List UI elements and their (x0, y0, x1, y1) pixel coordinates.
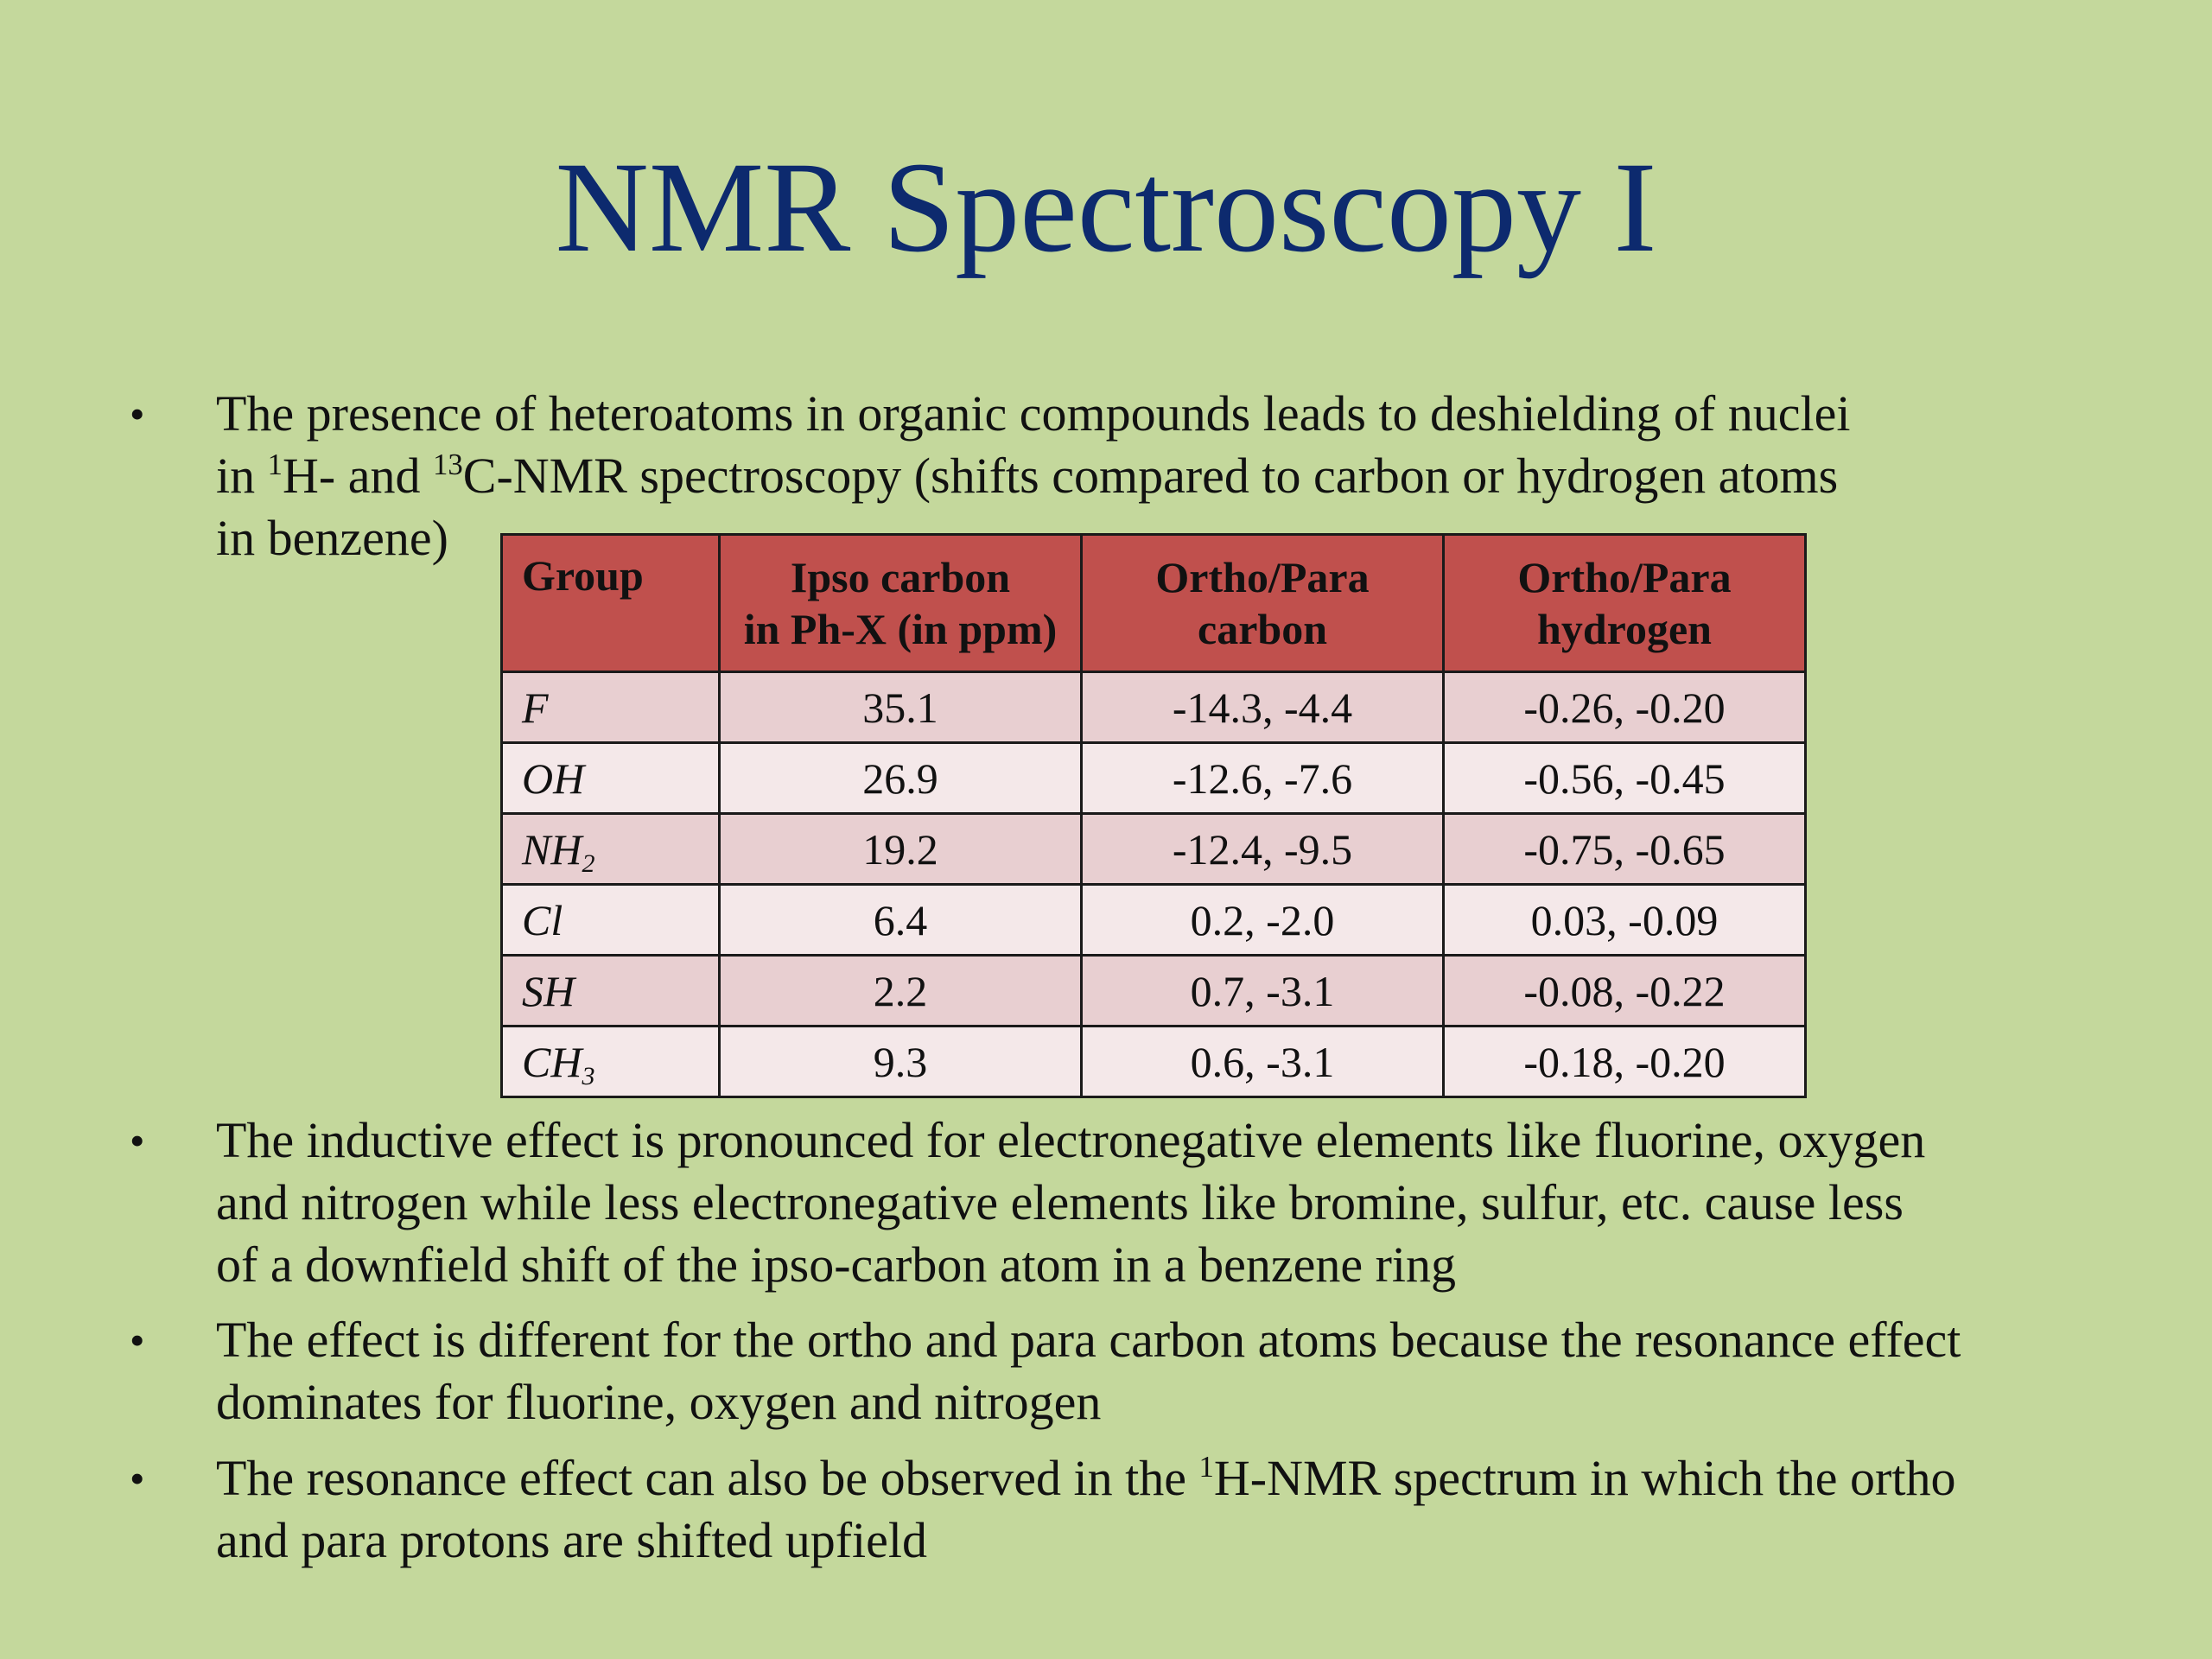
text-segment: C-NMR spectroscopy (shifts compared to carbon or hydrogen atoms (462, 448, 1839, 504)
cell-group (502, 1027, 720, 1097)
bullet-3-line-1: The effect is different for the ortho and para carbon atoms because the resonance effect (216, 1312, 1961, 1368)
cell-op-hydrogen: -0.08, -0.22 (1444, 956, 1806, 1027)
cell-group (502, 743, 720, 814)
text-segment: H-NMR spectrum in which the ortho (1213, 1450, 1956, 1506)
header-line: hydrogen (1537, 605, 1712, 653)
cell-ipso: 9.3 (720, 1027, 1082, 1097)
table-row (502, 956, 1806, 1027)
group-subscript: 3 (582, 1061, 595, 1090)
header-group: Group (502, 535, 720, 672)
cell-group (502, 885, 720, 956)
cell-op-carbon: -12.6, -7.6 (1082, 743, 1444, 814)
table-row (502, 1027, 1806, 1097)
table-row (502, 743, 1806, 814)
nmr-shift-table (500, 533, 1807, 1098)
cell-ipso: 19.2 (720, 814, 1082, 885)
cell-op-carbon: 0.6, -3.1 (1082, 1027, 1444, 1097)
header-line: Ipso carbon (790, 553, 1011, 601)
group-symbol: F (522, 683, 549, 732)
bullet-2-text (216, 1109, 2117, 1296)
bullet-2-line-3: of a downfield shift of the ipso-carbon atom in a benzene ring (216, 1236, 1457, 1293)
group-symbol: Cl (522, 895, 563, 944)
cell-op-carbon: 0.2, -2.0 (1082, 885, 1444, 956)
cell-ipso: 2.2 (720, 956, 1082, 1027)
cell-group (502, 814, 720, 885)
table-row (502, 885, 1806, 956)
bullet-2-line-1: The inductive effect is pronounced for electronegative elements like fluorine, oxygen (216, 1112, 1926, 1168)
header-ortho-para-hydrogen (1444, 535, 1806, 672)
bullet-3-text (216, 1309, 2117, 1433)
header-line: in Ph-X (in ppm) (743, 605, 1058, 653)
group-symbol: NH (522, 824, 582, 874)
bullet-4-line-1 (216, 1447, 2117, 1510)
header-ipso-carbon (720, 535, 1082, 672)
bullet-1-line-3: in benzene) (216, 510, 448, 566)
cell-op-hydrogen: 0.03, -0.09 (1444, 885, 1806, 956)
bullet-4-line-2: and para protons are shifted upfield (216, 1512, 927, 1568)
bullet-dot: • (130, 1116, 145, 1165)
cell-op-hydrogen: -0.75, -0.65 (1444, 814, 1806, 885)
bullet-2-line-2: and nitrogen while less electronegative elements like bromine, sulfur, etc. cause less (216, 1174, 1904, 1230)
bullet-dot: • (130, 390, 145, 438)
cell-op-carbon: -14.3, -4.4 (1082, 672, 1444, 743)
cell-op-carbon: 0.7, -3.1 (1082, 956, 1444, 1027)
text-segment: in (216, 448, 268, 504)
cell-op-hydrogen: -0.56, -0.45 (1444, 743, 1806, 814)
table-header-row (502, 535, 1806, 672)
group-symbol: CH (522, 1037, 582, 1086)
bullet-1-line-1: The presence of heteroatoms in organic compounds leads to deshielding of nuclei (216, 385, 1851, 442)
bullet-dot: • (130, 1454, 145, 1503)
cell-group (502, 956, 720, 1027)
cell-op-hydrogen: -0.26, -0.20 (1444, 672, 1806, 743)
cell-group (502, 672, 720, 743)
group-symbol: SH (522, 966, 575, 1015)
header-line: Ortho/Para (1517, 553, 1732, 601)
slide-title: NMR Spectroscopy I (555, 136, 1657, 279)
header-line: carbon (1198, 605, 1327, 653)
bullet-dot: • (130, 1316, 145, 1364)
superscript: 1 (1198, 1450, 1214, 1484)
cell-op-hydrogen: -0.18, -0.20 (1444, 1027, 1806, 1097)
header-ortho-para-carbon (1082, 535, 1444, 672)
text-segment: H- and (283, 448, 433, 504)
cell-ipso: 26.9 (720, 743, 1082, 814)
group-symbol: OH (522, 753, 585, 803)
table-row (502, 814, 1806, 885)
bullet-3-line-2: dominates for fluorine, oxygen and nitrogen (216, 1374, 1102, 1430)
text-segment: The resonance effect can also be observed in the (216, 1450, 1199, 1506)
cell-op-carbon: -12.4, -9.5 (1082, 814, 1444, 885)
group-subscript: 2 (582, 849, 595, 878)
superscript: 1 (267, 448, 283, 482)
bullet-4-text (216, 1447, 2117, 1572)
header-line: Ortho/Para (1155, 553, 1370, 601)
cell-ipso: 35.1 (720, 672, 1082, 743)
cell-ipso: 6.4 (720, 885, 1082, 956)
bullet-1-line-2 (216, 445, 2117, 507)
table-row (502, 672, 1806, 743)
superscript: 13 (432, 448, 463, 482)
